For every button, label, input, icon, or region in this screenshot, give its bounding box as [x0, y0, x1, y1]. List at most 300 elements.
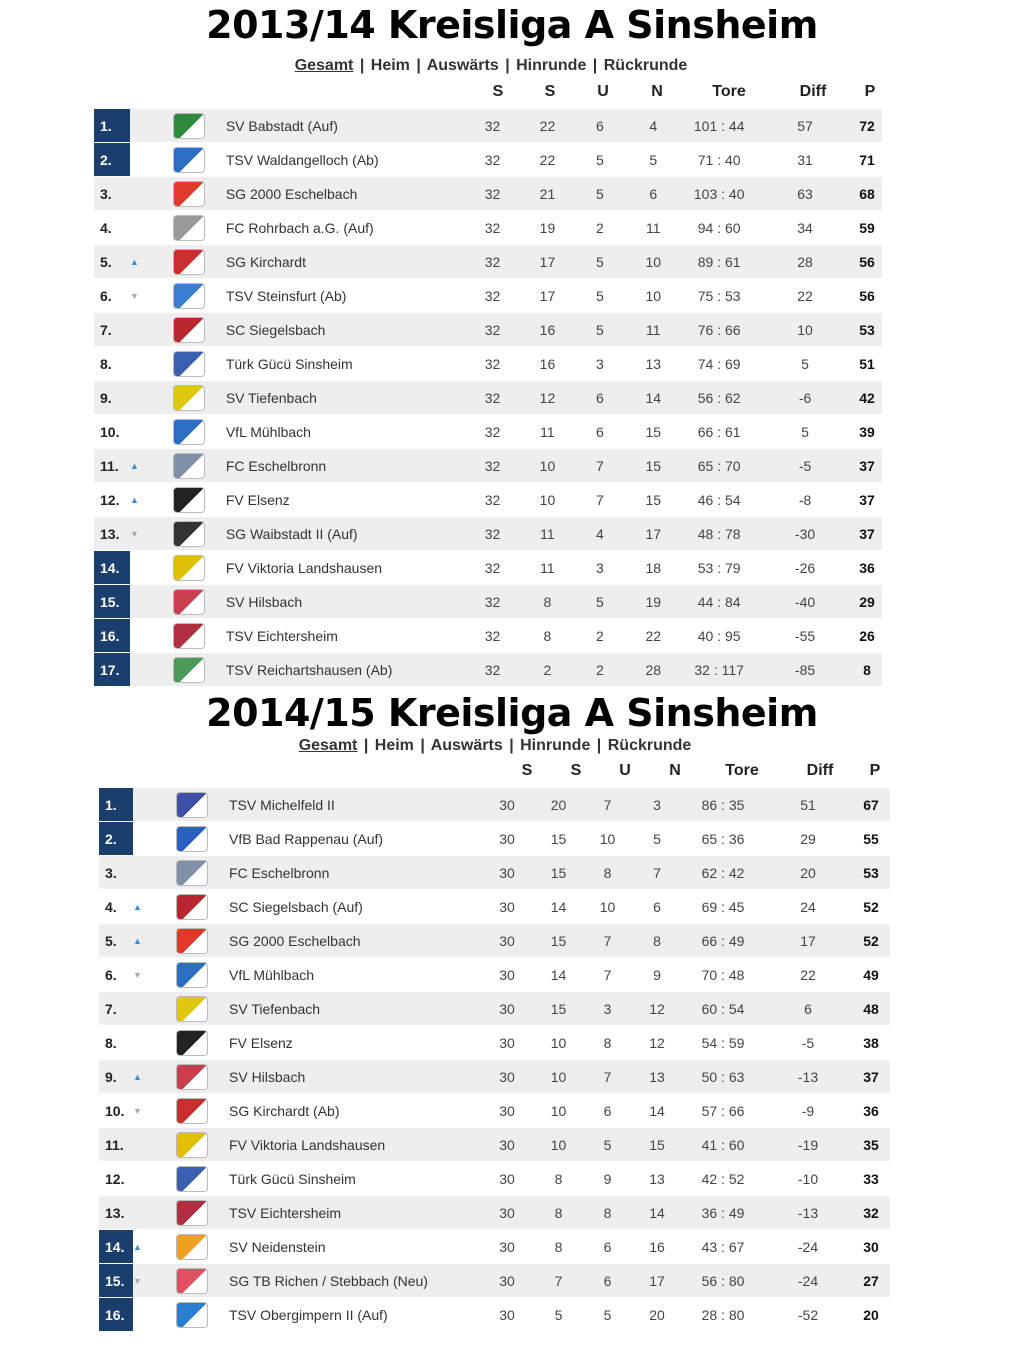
rank-cell: 6. [99, 958, 133, 992]
tab-hinrunde[interactable]: Hinrunde [520, 737, 591, 754]
games-played: 30 [480, 890, 534, 924]
team-name[interactable]: SV Tiefenbach [226, 381, 464, 415]
games-drawn: 5 [573, 585, 626, 619]
points: 53 [852, 856, 890, 890]
tab-heim[interactable]: Heim [370, 57, 410, 74]
table-row[interactable] [99, 1026, 890, 1060]
games-drawn: 8 [583, 1026, 632, 1060]
games-drawn: 5 [573, 313, 626, 347]
games-played: 30 [480, 992, 534, 1026]
trend-up-icon: ▲ [133, 890, 155, 924]
goal-difference: -24 [764, 1264, 852, 1298]
games-lost: 13 [632, 1060, 682, 1094]
games-played: 32 [464, 585, 522, 619]
tab-separator: | [505, 57, 510, 74]
team-crest-cell [152, 449, 226, 483]
table-row[interactable] [99, 1060, 890, 1094]
team-name[interactable]: FC Rohrbach a.G. (Auf) [226, 211, 464, 245]
rank-cell: 11. [94, 449, 130, 483]
rank-cell: 16. [94, 619, 130, 653]
table-row[interactable] [99, 890, 890, 924]
trend-cell [130, 653, 152, 687]
games-lost: 7 [632, 856, 682, 890]
games-lost: 3 [632, 788, 682, 822]
table-row[interactable] [94, 313, 882, 347]
goals: 94 : 60 [680, 211, 758, 245]
games-lost: 11 [626, 211, 680, 245]
goal-difference: -55 [758, 619, 852, 653]
points: 36 [852, 1094, 890, 1128]
team-name[interactable]: TSV Michelfeld II [229, 788, 480, 822]
points: 59 [852, 211, 882, 245]
trend-cell [130, 347, 152, 381]
points: 51 [852, 347, 882, 381]
team-name[interactable]: SV Hilsbach [229, 1060, 480, 1094]
rank-cell: 10. [94, 415, 130, 449]
games-lost: 5 [632, 822, 682, 856]
games-won: 17 [521, 279, 573, 313]
table-row[interactable] [94, 279, 882, 313]
team-name[interactable]: TSV Waldangelloch (Ab) [226, 143, 464, 177]
points: 68 [852, 177, 882, 211]
team-crest-cell [152, 211, 226, 245]
table-row[interactable] [94, 143, 882, 177]
trend-cell [130, 177, 152, 211]
header-won: S [544, 83, 556, 100]
team-crest-cell [155, 1128, 229, 1162]
team-crest-icon [176, 1030, 208, 1056]
team-crest-cell [152, 279, 226, 313]
tab-separator: | [592, 57, 598, 74]
table-row[interactable] [99, 992, 890, 1026]
games-played: 30 [480, 1026, 534, 1060]
goals: 76 : 66 [680, 313, 758, 347]
table-row[interactable] [99, 1128, 890, 1162]
team-crest-cell [155, 1162, 229, 1196]
team-crest-icon [176, 1166, 208, 1192]
games-played: 30 [480, 1128, 534, 1162]
team-name[interactable]: TSV Steinsfurt (Ab) [226, 279, 464, 313]
games-drawn: 5 [573, 279, 626, 313]
rank-cell: 3. [99, 856, 133, 890]
trend-cell [133, 856, 155, 890]
games-lost: 15 [626, 415, 680, 449]
goals: 42 : 52 [682, 1162, 764, 1196]
team-name[interactable]: SG Kirchardt (Ab) [229, 1094, 480, 1128]
points: 30 [852, 1230, 890, 1264]
team-crest-cell [155, 1298, 229, 1332]
team-name[interactable]: FV Viktoria Landshausen [229, 1128, 480, 1162]
team-name[interactable]: SV Neidenstein [229, 1230, 480, 1264]
games-drawn: 7 [573, 449, 626, 483]
tab-gesamt[interactable]: Gesamt [294, 57, 354, 74]
team-name[interactable]: TSV Obergimpern II (Auf) [229, 1298, 480, 1332]
points: 29 [852, 585, 882, 619]
points: 42 [852, 381, 882, 415]
team-crest-icon [176, 826, 208, 852]
games-drawn: 4 [573, 517, 626, 551]
view-tabs [0, 737, 990, 755]
games-played: 30 [480, 1162, 534, 1196]
games-lost: 15 [626, 483, 680, 517]
team-crest-icon [173, 385, 205, 411]
goals: 69 : 45 [682, 890, 764, 924]
team-crest-icon [176, 1268, 208, 1294]
points: 39 [852, 415, 882, 449]
games-drawn: 5 [573, 143, 626, 177]
points: 33 [852, 1162, 890, 1196]
games-won: 15 [534, 822, 583, 856]
team-crest-cell [152, 347, 226, 381]
rank-cell: 11. [99, 1128, 133, 1162]
trend-cell [133, 992, 155, 1026]
games-lost: 10 [626, 245, 680, 279]
table-row[interactable] [94, 517, 882, 551]
games-drawn: 10 [583, 822, 632, 856]
games-drawn: 6 [583, 1264, 632, 1298]
games-played: 30 [480, 924, 534, 958]
points: 37 [852, 517, 882, 551]
trend-cell [130, 313, 152, 347]
team-name[interactable]: VfB Bad Rappenau (Auf) [229, 822, 480, 856]
games-drawn: 2 [573, 619, 626, 653]
team-crest-icon [173, 351, 205, 377]
points: 26 [852, 619, 882, 653]
games-lost: 22 [626, 619, 680, 653]
games-lost: 4 [626, 109, 680, 143]
rank-cell: 13. [99, 1196, 133, 1230]
games-played: 30 [480, 958, 534, 992]
team-name[interactable]: SV Babstadt (Auf) [226, 109, 464, 143]
team-crest-cell [152, 143, 226, 177]
team-name[interactable]: FV Elsenz [229, 1026, 480, 1060]
goal-difference: 5 [758, 347, 852, 381]
games-lost: 20 [632, 1298, 682, 1332]
table-row[interactable] [99, 822, 890, 856]
trend-cell [130, 551, 152, 585]
goals: 103 : 40 [680, 177, 758, 211]
games-won: 11 [521, 517, 573, 551]
goals: 44 : 84 [680, 585, 758, 619]
games-won: 11 [521, 415, 573, 449]
games-won: 12 [521, 381, 573, 415]
table-row[interactable] [94, 449, 882, 483]
table-row[interactable] [94, 211, 882, 245]
goal-difference: 29 [764, 822, 852, 856]
goal-difference: 31 [758, 143, 852, 177]
rank-cell: 14. [99, 1230, 133, 1264]
points: 37 [852, 449, 882, 483]
table-row[interactable] [94, 415, 882, 449]
table-row[interactable] [99, 1162, 890, 1196]
games-drawn: 2 [573, 653, 626, 687]
tab-rueckrunde[interactable]: Rückrunde [607, 737, 692, 754]
games-played: 30 [480, 1298, 534, 1332]
games-lost: 19 [626, 585, 680, 619]
games-lost: 18 [626, 551, 680, 585]
goals: 43 : 67 [682, 1230, 764, 1264]
games-lost: 5 [626, 143, 680, 177]
table-row[interactable] [99, 1196, 890, 1230]
goal-difference: 6 [764, 992, 852, 1026]
header-lost: N [669, 762, 681, 779]
team-crest-cell [155, 890, 229, 924]
games-played: 30 [480, 856, 534, 890]
rank-cell: 15. [94, 585, 130, 619]
games-lost: 8 [632, 924, 682, 958]
games-played: 30 [480, 1060, 534, 1094]
table-row[interactable] [94, 653, 882, 687]
team-crest-cell [152, 619, 226, 653]
games-lost: 16 [632, 1230, 682, 1264]
games-drawn: 7 [583, 788, 632, 822]
goal-difference: 17 [764, 924, 852, 958]
games-lost: 14 [632, 1196, 682, 1230]
team-crest-icon [173, 249, 205, 275]
team-name[interactable]: SC Siegelsbach (Auf) [229, 890, 480, 924]
points: 20 [852, 1298, 890, 1332]
goals: 89 : 61 [680, 245, 758, 279]
games-won: 10 [521, 483, 573, 517]
goal-difference: -24 [764, 1230, 852, 1264]
team-name[interactable]: TSV Reichartshausen (Ab) [226, 653, 464, 687]
goal-difference: 10 [758, 313, 852, 347]
team-crest-icon [173, 521, 205, 547]
games-drawn: 6 [573, 415, 626, 449]
team-crest-cell [152, 517, 226, 551]
rank-cell: 5. [99, 924, 133, 958]
goals: 56 : 80 [682, 1264, 764, 1298]
games-lost: 12 [632, 992, 682, 1026]
table-row[interactable] [94, 551, 882, 585]
games-played: 32 [464, 551, 522, 585]
team-name[interactable]: SV Hilsbach [226, 585, 464, 619]
trend-cell [130, 109, 152, 143]
rank-cell: 4. [94, 211, 130, 245]
rank-cell: 7. [94, 313, 130, 347]
goal-difference: 34 [758, 211, 852, 245]
points: 37 [852, 1060, 890, 1094]
team-name[interactable]: TSV Eichtersheim [229, 1196, 480, 1230]
trend-up-icon: ▲ [133, 924, 155, 958]
goals: 48 : 78 [680, 517, 758, 551]
games-played: 32 [464, 177, 522, 211]
points: 48 [852, 992, 890, 1026]
table-row[interactable] [99, 788, 890, 822]
goal-difference: -40 [758, 585, 852, 619]
games-drawn: 7 [583, 924, 632, 958]
points: 8 [852, 653, 882, 687]
table-row[interactable] [99, 1230, 890, 1264]
team-crest-icon [173, 657, 205, 683]
trend-cell [133, 1196, 155, 1230]
rank-cell: 12. [99, 1162, 133, 1196]
team-name[interactable]: FV Viktoria Landshausen [226, 551, 464, 585]
trend-down-icon: ▼ [130, 517, 152, 551]
table-row[interactable] [94, 585, 882, 619]
goal-difference: -5 [764, 1026, 852, 1060]
points: 52 [852, 924, 890, 958]
table-row[interactable] [94, 347, 882, 381]
team-name[interactable]: FC Eschelbronn [226, 449, 464, 483]
games-played: 32 [464, 517, 522, 551]
games-drawn: 5 [583, 1298, 632, 1332]
rank-cell: 6. [94, 279, 130, 313]
header-drawn: U [619, 762, 631, 779]
goal-difference: -13 [764, 1060, 852, 1094]
games-won: 10 [534, 1060, 583, 1094]
points: 32 [852, 1196, 890, 1230]
games-lost: 28 [626, 653, 680, 687]
goals: 60 : 54 [682, 992, 764, 1026]
goal-difference: 28 [758, 245, 852, 279]
goals: 28 : 80 [682, 1298, 764, 1332]
team-crest-cell [152, 415, 226, 449]
goals: 56 : 62 [680, 381, 758, 415]
team-name[interactable]: TSV Eichtersheim [226, 619, 464, 653]
table-row[interactable] [99, 1094, 890, 1128]
tab-heim[interactable]: Heim [374, 737, 414, 754]
games-won: 5 [534, 1298, 583, 1332]
goal-difference: 5 [758, 415, 852, 449]
table-row[interactable] [99, 958, 890, 992]
games-played: 32 [464, 245, 522, 279]
table-row[interactable] [94, 619, 882, 653]
team-name[interactable]: FC Eschelbronn [229, 856, 480, 890]
team-crest-icon [173, 317, 205, 343]
games-played: 32 [464, 109, 522, 143]
team-crest-cell [152, 381, 226, 415]
header-played: S [521, 762, 533, 779]
rank-cell: 8. [99, 1026, 133, 1060]
table-row[interactable] [94, 109, 882, 143]
goals: 40 : 95 [680, 619, 758, 653]
table-row[interactable] [99, 1264, 890, 1298]
games-won: 17 [521, 245, 573, 279]
games-won: 8 [534, 1230, 583, 1264]
trend-cell [133, 1026, 155, 1060]
games-played: 32 [464, 619, 522, 653]
team-crest-icon [176, 1234, 208, 1260]
team-crest-cell [155, 1230, 229, 1264]
games-played: 30 [480, 1230, 534, 1264]
games-played: 30 [480, 1196, 534, 1230]
tab-separator: | [363, 737, 369, 754]
trend-down-icon: ▼ [133, 1094, 155, 1128]
league-title: 2014/15 Kreisliga A Sinsheim [206, 691, 818, 735]
points: 67 [852, 788, 890, 822]
tab-gesamt[interactable]: Gesamt [298, 737, 358, 754]
goal-difference: 22 [758, 279, 852, 313]
team-name[interactable]: SC Siegelsbach [226, 313, 464, 347]
team-name[interactable]: SG Kirchardt [226, 245, 464, 279]
games-won: 8 [521, 619, 573, 653]
trend-cell [130, 585, 152, 619]
trend-cell [133, 1162, 155, 1196]
table-row[interactable] [94, 483, 882, 517]
table-row[interactable] [94, 177, 882, 211]
tab-auswaerts[interactable]: Auswärts [430, 737, 503, 754]
games-played: 32 [464, 347, 522, 381]
trend-down-icon: ▼ [133, 958, 155, 992]
goal-difference: -6 [758, 381, 852, 415]
tab-auswaerts[interactable]: Auswärts [426, 57, 499, 74]
goals: 53 : 79 [680, 551, 758, 585]
team-name[interactable]: Türk Gücü Sinsheim [229, 1162, 480, 1196]
games-drawn: 6 [573, 381, 626, 415]
team-name[interactable]: SG 2000 Eschelbach [229, 924, 480, 958]
rank-cell: 1. [94, 109, 130, 143]
games-lost: 17 [632, 1264, 682, 1298]
games-lost: 17 [626, 517, 680, 551]
trend-cell [133, 822, 155, 856]
team-crest-icon [173, 113, 205, 139]
team-crest-cell [152, 109, 226, 143]
team-crest-icon [176, 1098, 208, 1124]
games-drawn: 5 [583, 1128, 632, 1162]
goal-difference: -8 [758, 483, 852, 517]
team-crest-cell [155, 822, 229, 856]
games-lost: 13 [632, 1162, 682, 1196]
rank-cell: 7. [99, 992, 133, 1026]
points: 49 [852, 958, 890, 992]
games-played: 32 [464, 381, 522, 415]
team-name[interactable]: SG 2000 Eschelbach [226, 177, 464, 211]
team-name[interactable]: Türk Gücü Sinsheim [226, 347, 464, 381]
trend-cell [130, 143, 152, 177]
tab-hinrunde[interactable]: Hinrunde [516, 57, 587, 74]
games-won: 11 [521, 551, 573, 585]
team-name[interactable]: SV Tiefenbach [229, 992, 480, 1026]
trend-up-icon: ▲ [130, 245, 152, 279]
trend-cell [133, 1298, 155, 1332]
team-name[interactable]: SG TB Richen / Stebbach (Neu) [229, 1264, 480, 1298]
team-name[interactable]: VfL Mühlbach [229, 958, 480, 992]
games-won: 16 [521, 313, 573, 347]
table-row[interactable] [99, 856, 890, 890]
team-name[interactable]: VfL Mühlbach [226, 415, 464, 449]
games-played: 30 [480, 1264, 534, 1298]
header-played: S [492, 83, 504, 100]
games-lost: 15 [632, 1128, 682, 1162]
header-points: P [869, 762, 881, 779]
goals: 50 : 63 [682, 1060, 764, 1094]
team-crest-cell [152, 245, 226, 279]
tab-rueckrunde[interactable]: Rückrunde [603, 57, 688, 74]
rank-cell: 5. [94, 245, 130, 279]
table-row[interactable] [94, 245, 882, 279]
games-played: 32 [464, 449, 522, 483]
goals: 62 : 42 [682, 856, 764, 890]
header-diff: Diff [806, 762, 834, 779]
team-crest-icon [173, 453, 205, 479]
team-crest-cell [155, 958, 229, 992]
team-crest-cell [152, 653, 226, 687]
games-won: 8 [521, 585, 573, 619]
table-row[interactable] [99, 924, 890, 958]
rank-cell: 9. [99, 1060, 133, 1094]
rank-cell: 9. [94, 381, 130, 415]
games-lost: 11 [626, 313, 680, 347]
team-name[interactable]: FV Elsenz [226, 483, 464, 517]
team-name[interactable]: SG Waibstadt II (Auf) [226, 517, 464, 551]
games-drawn: 3 [573, 347, 626, 381]
team-crest-cell [155, 1196, 229, 1230]
table-row[interactable] [94, 381, 882, 415]
team-crest-icon [176, 792, 208, 818]
table-row[interactable] [99, 1298, 890, 1332]
header-diff: Diff [799, 83, 827, 100]
